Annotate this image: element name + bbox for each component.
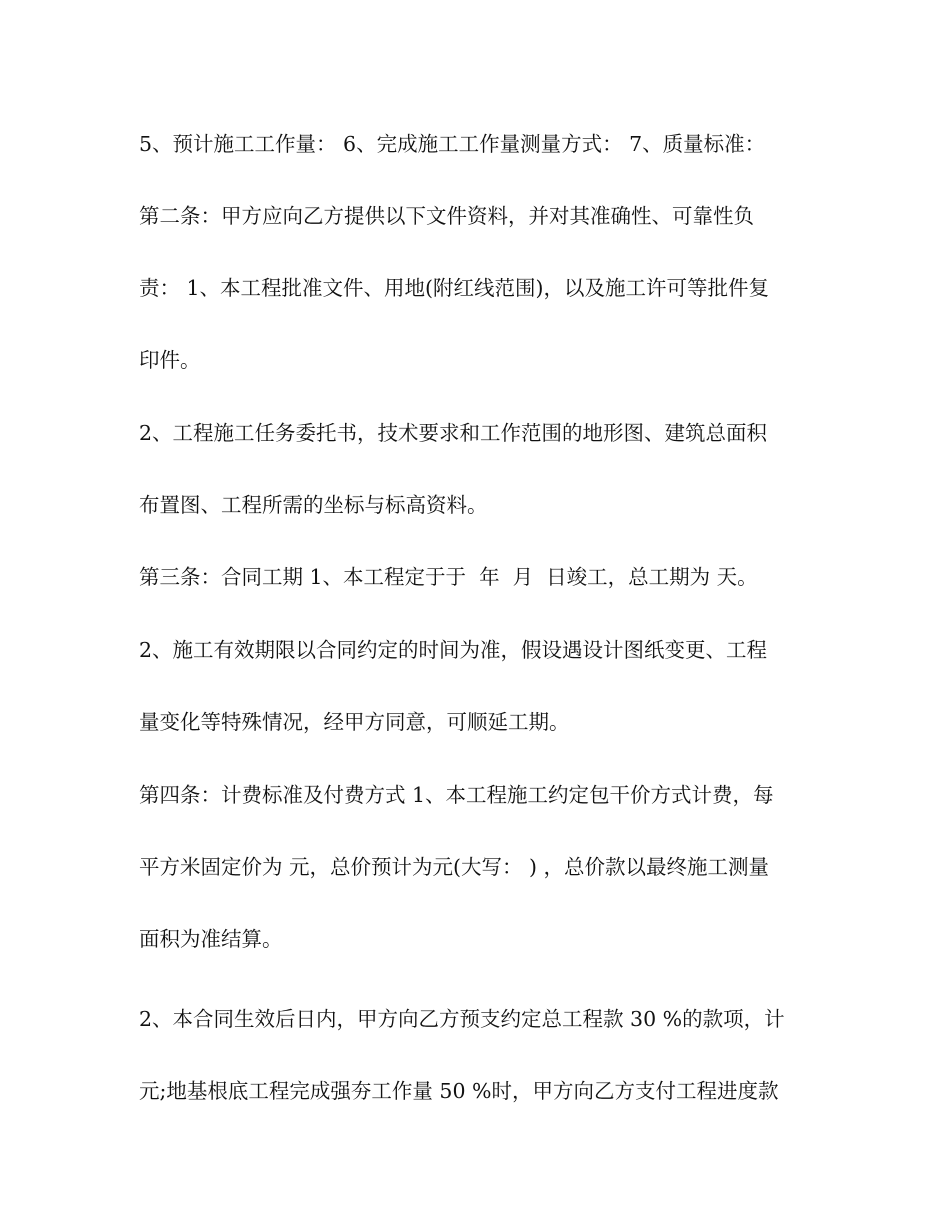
text-line: 责： 1、本工程批准文件、用地(附红线范围)，以及施工许可等批件复 — [139, 276, 770, 300]
text-line: 5、预计施工工作量： 6、完成施工工作量测量方式： 7、质量标准： — [139, 132, 766, 156]
text-line: 印件。 — [139, 348, 201, 372]
text-line: 第二条：甲方应向乙方提供以下文件资料，并对其准确性、可靠性负 — [139, 204, 754, 228]
text-line: 2、工程施工任务委托书，技术要求和工作范围的地形图、建筑总面积 — [139, 421, 768, 445]
text-line: 布置图、工程所需的坐标与标高资料。 — [139, 493, 488, 517]
text-line: 2、施工有效期限以合同约定的时间为准，假设遇设计图纸变更、工程 — [139, 638, 768, 662]
text-line: 第四条：计费标准及付费方式 1、本工程施工约定包干价方式计费，每 — [139, 783, 774, 807]
text-line: 平方米固定价为 元，总价预计为元(大写： ) ，总价款以最终施工测量 — [139, 855, 770, 879]
text-line: 量变化等特殊情况，经甲方同意，可顺延工期。 — [139, 710, 570, 734]
text-line: 2、本合同生效后日内，甲方向乙方预支约定总工程款 30 %的款项，计 — [139, 1007, 785, 1031]
text-line: 第三条：合同工期 1、本工程定于于 年 月 日竣工，总工期为 天。 — [139, 565, 758, 589]
text-line: 元;地基根底工程完成强夯工作量 50 %时，甲方向乙方支付工程进度款 — [139, 1079, 779, 1103]
text-line: 面积为准结算。 — [139, 927, 283, 951]
